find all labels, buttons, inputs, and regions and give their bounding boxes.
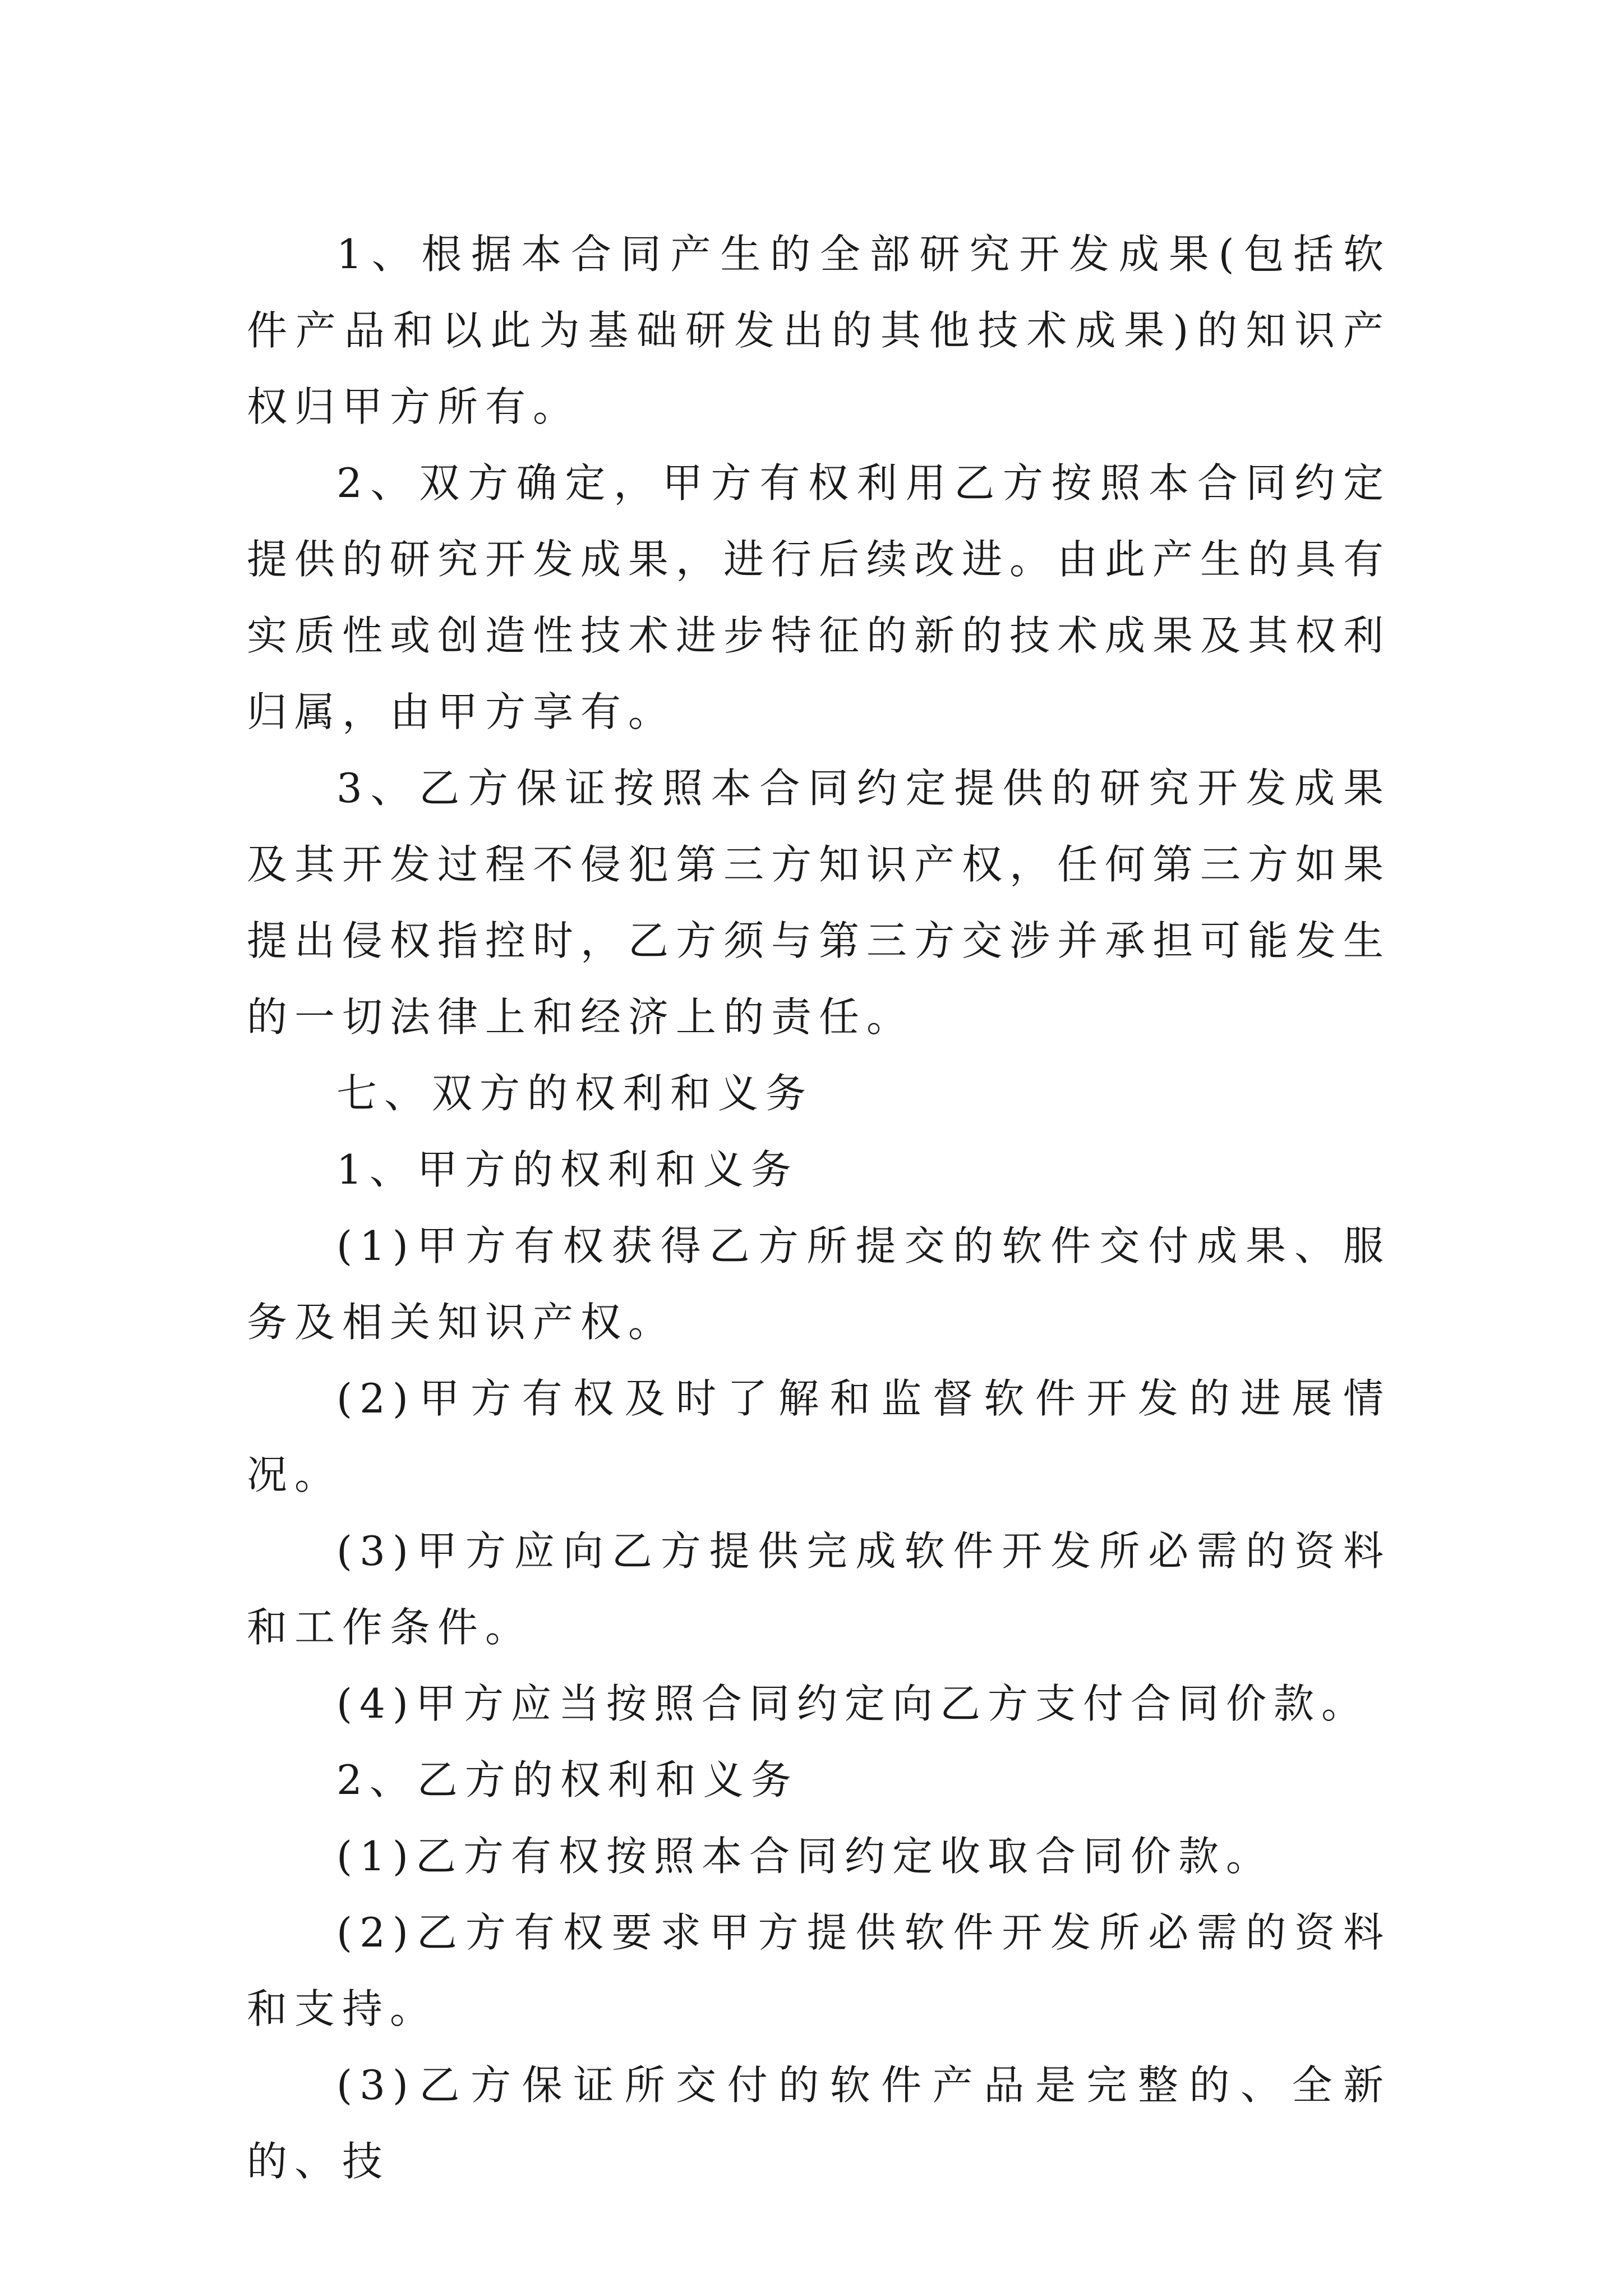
clause-a-1: (1)甲方有权获得乙方所提交的软件交付成果、服务及相关知识产权。 xyxy=(247,1222,1391,1346)
document-body xyxy=(247,216,1391,2200)
clause-b-3: (3)乙方保证所交付的软件产品是完整的、全新的、技 xyxy=(247,2062,1391,2185)
paragraph-non-infringement: 3、乙方保证按照本合同约定提供的研究开发成果及其开发过程不侵犯第三方知识产权，任何第三方如果提出侵权指控时，乙方须与第三方交涉并承担可能发生的一切法律上和经济上的责任。 xyxy=(247,765,1391,1041)
subheading-party-a: 1、甲方的权利和义务 xyxy=(336,1146,799,1193)
clause-a-2: (2)甲方有权及时了解和监督软件开发的进展情况。 xyxy=(247,1375,1391,1498)
section-heading-rights-obligations: 七、双方的权利和义务 xyxy=(336,1070,814,1117)
clause-a-3: (3)甲方应向乙方提供完成软件开发所必需的资料和工作条件。 xyxy=(247,1527,1391,1651)
clause-a-4: (4)甲方应当按照合同约定向乙方支付合同价款。 xyxy=(336,1680,1369,1727)
subheading-party-b: 2、乙方的权利和义务 xyxy=(336,1756,799,1803)
paragraph-ip-ownership: 1、根据本合同产生的全部研究开发成果(包括软件产品和以此为基础研发出的其他技术成果)的知识产权归甲方所有。 xyxy=(247,231,1391,430)
clause-b-2: (2)乙方有权要求甲方提供软件开发所必需的资料和支持。 xyxy=(247,1909,1391,2032)
paragraph-improvement-rights: 2、双方确定，甲方有权利用乙方按照本合同约定提供的研究开发成果，进行后续改进。由此产生的具有实质性或创造性技术进步特征的新的技术成果及其权利归属，由甲方享有。 xyxy=(247,459,1391,735)
clause-b-1: (1)乙方有权按照本合同约定收取合同价款。 xyxy=(336,1833,1274,1880)
